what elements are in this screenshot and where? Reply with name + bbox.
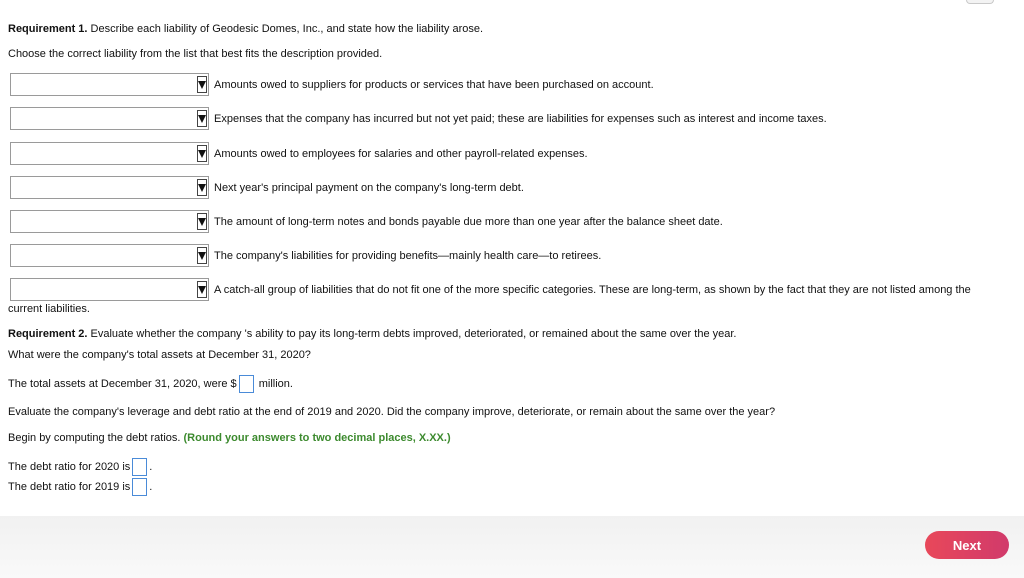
liability-description: The company's liabilities for providing benefits—mainly health care—to retirees. (214, 249, 602, 262)
dropdown-arrow-icon (197, 213, 207, 230)
liability-description: Amounts owed to employees for salaries and other payroll-related expenses. (214, 147, 588, 160)
liability-description-wrap: current liabilities. (8, 303, 90, 315)
requirement-1-text: Describe each liability of Geodesic Domes, Inc., and state how the liability arose. (87, 23, 484, 35)
period-text: . (149, 481, 153, 493)
total-assets-question: What were the company's total assets at December 31, 2020? (8, 349, 311, 361)
requirement-2-text: Evaluate whether the company 's ability to pay its long-term debts improved, deteriorated, or remained about the same over the year. (87, 328, 737, 340)
debt-ratio-2020-line (8, 457, 152, 477)
liability-select-3[interactable] (10, 142, 209, 165)
liability-description: Amounts owed to suppliers for products or services that have been purchased on account. (214, 78, 654, 91)
liability-description: Next year's principal payment on the company's long-term debt. (214, 181, 524, 194)
evaluate-question: Evaluate the company's leverage and debt ratio at the end of 2019 and 2020. Did the company improve, deteriorate, or remain about the same over the year? (8, 406, 776, 418)
debt-ratio-2019-input[interactable] (132, 478, 147, 496)
liability-description: A catch-all group of liabilities that do not fit one of the more specific categories. These are long-term, as shown by the fact that they are not listed among the (214, 283, 971, 296)
rounding-note: (Round your answers to two decimal places, X.XX.) (183, 432, 451, 444)
dropdown-arrow-icon (197, 110, 207, 127)
dropdown-arrow-icon (197, 179, 207, 196)
liability-select-6[interactable] (10, 244, 209, 267)
liability-row (10, 210, 723, 233)
requirement-2-heading: Requirement 2. (8, 328, 88, 340)
top-collapse-tab[interactable] (966, 0, 994, 4)
total-assets-line (8, 374, 293, 394)
dropdown-arrow-icon (197, 76, 207, 93)
liability-select-4[interactable] (10, 176, 209, 199)
dropdown-arrow-icon (197, 145, 207, 162)
debt-ratio-2019-line (8, 477, 152, 497)
footer-bar (0, 516, 1024, 578)
liability-row (10, 107, 827, 130)
requirement-1-heading: Requirement 1. (8, 23, 88, 35)
next-button[interactable]: Next (925, 531, 1009, 559)
debt-ratio-2020-input[interactable] (132, 458, 147, 476)
liability-row (10, 142, 588, 165)
liability-description: Expenses that the company has incurred but not yet paid; these are liabilities for expenses such as interest and income taxes. (214, 112, 827, 125)
liability-row (10, 278, 971, 301)
requirement-2-line (8, 328, 736, 341)
total-assets-suffix: million. (255, 378, 293, 390)
liability-row (10, 244, 601, 267)
requirement-1-line (8, 23, 483, 36)
liability-row (10, 73, 654, 96)
dropdown-arrow-icon (197, 281, 207, 298)
begin-line (8, 432, 451, 445)
total-assets-input[interactable] (239, 375, 254, 393)
liability-select-2[interactable] (10, 107, 209, 130)
liability-select-1[interactable] (10, 73, 209, 96)
begin-text: Begin by computing the debt ratios. (8, 432, 184, 444)
liability-select-5[interactable] (10, 210, 209, 233)
debt-ratio-2019-label: The debt ratio for 2019 is (8, 481, 131, 493)
period-text: . (149, 461, 153, 473)
liability-description: The amount of long-term notes and bonds payable due more than one year after the balance sheet date. (214, 215, 723, 228)
debt-ratio-2020-label: The debt ratio for 2020 is (8, 461, 131, 473)
requirement-1-instruction: Choose the correct liability from the list that best fits the description provided. (8, 48, 383, 60)
liability-select-7[interactable] (10, 278, 209, 301)
liability-row (10, 176, 524, 199)
total-assets-prefix: The total assets at December 31, 2020, were $ (8, 378, 237, 390)
dropdown-arrow-icon (197, 247, 207, 264)
